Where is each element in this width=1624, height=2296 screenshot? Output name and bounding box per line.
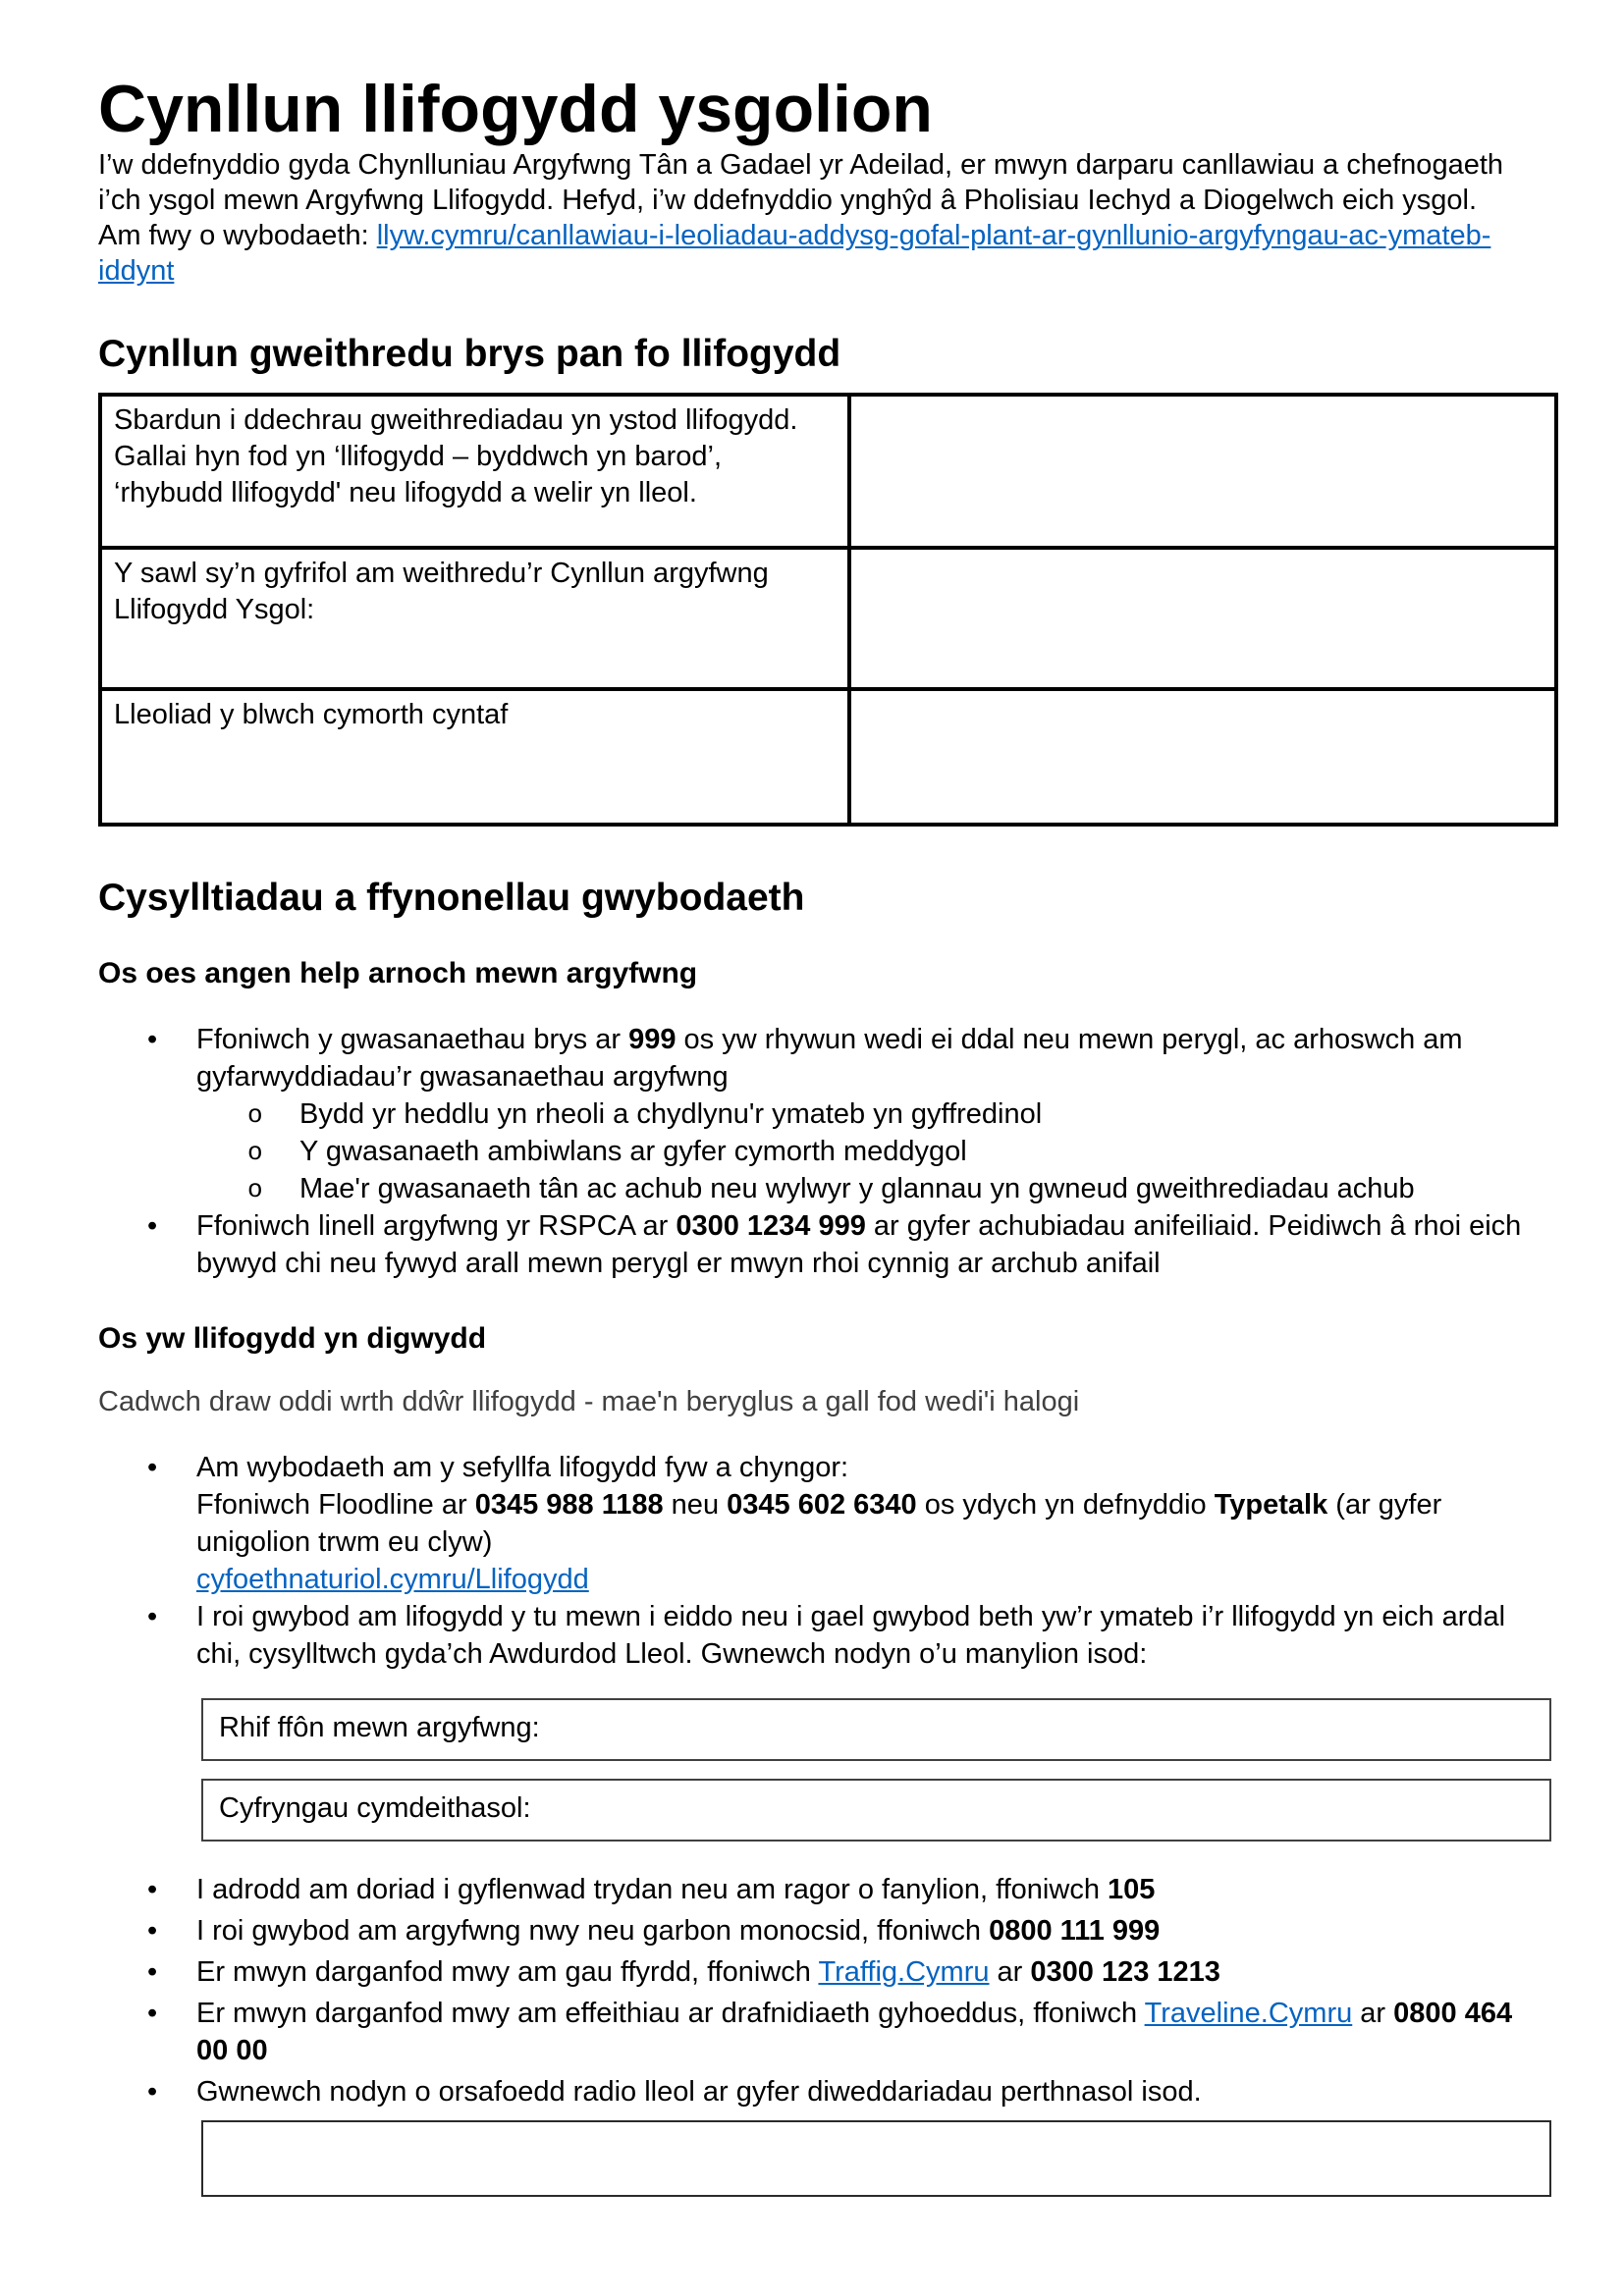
phone-number-999: 999 <box>628 1024 677 1056</box>
item-text: ar <box>1352 1998 1394 2030</box>
emergency-phone-field[interactable] <box>201 1698 1551 1761</box>
item-text: Er mwyn darganfod mwy am gau ffyrdd, ffoniwch <box>196 1956 819 1989</box>
phone-number-105: 105 <box>1108 1874 1156 1906</box>
list-item-public-transport <box>98 1995 1545 2069</box>
flood-warning-text: Cadwch draw oddi wrth ddŵr llifogydd - mae'n beryglus a gall fod wedi'i halogi <box>98 1386 1080 1418</box>
subheading-emergency-help: Os oes angen help arnoch mewn argyfwng <box>98 957 698 990</box>
first-aid-row-label: Lleoliad y blwch cymorth cyntaf <box>100 689 849 825</box>
table-row-responsible <box>100 548 1556 689</box>
item-text: Ffoniwch y gwasanaethau brys ar <box>196 1024 629 1056</box>
list-item-road-closures <box>98 1953 1545 1991</box>
traveline-cymru-link[interactable]: Traveline.Cymru <box>1144 1998 1353 2030</box>
flood-info-list <box>98 1449 1545 1673</box>
emergency-help-list <box>98 1021 1545 1282</box>
trigger-row-value-cell[interactable] <box>849 395 1556 548</box>
item-text: ar <box>989 1956 1031 1989</box>
guidance-link[interactable]: llyw.cymru/canllawiau-i-leoliadau-addysg-gofal-plant-ar-gynllunio-argyfyngau-ac-ymateb-iddynt <box>98 220 1491 288</box>
phone-number-rspca: 0300 1234 999 <box>676 1210 866 1243</box>
list-item-floodline <box>98 1449 1545 1598</box>
emergency-phone-label: Rhif ffôn mewn argyfwng: <box>219 1712 540 1744</box>
sub-item-fire-rescue: o Mae'r gwasanaeth tân ac achub neu wylwyr y glannau yn gwneud gweithrediadau achub <box>196 1170 1545 1207</box>
social-media-label: Cyfryngau cymdeithasol: <box>219 1792 531 1825</box>
phone-number-gas: 0800 111 999 <box>989 1915 1161 1948</box>
subheading-if-flood-happens: Os yw llifogydd yn digwydd <box>98 1322 487 1356</box>
emergency-services-sublist <box>196 1095 1545 1207</box>
radio-stations-field[interactable] <box>201 2120 1551 2197</box>
phone-number-traveline: 0800 464 00 00 <box>196 1998 1513 2067</box>
item-text: ar gyfer achubiadau anifeiliaid. Peidiwch â rhoi eich bywyd chi neu fywyd arall mewn perygl er mwyn rhoi cynnig ar archub anifail <box>196 1210 1522 1280</box>
intro-paragraph: I’w ddefnyddio gyda Chynlluniau Argyfwng Tân a Gadael yr Adeilad, er mwyn darparu canllawiau a chefnogaeth i’ch ysgol mewn Argyfwng Llifogydd. Hefyd, i’w ddefnyddio ynghŷd â Pholisiau Iechyd a Diogelwch eich ysgol. <box>98 149 1504 217</box>
item-text: (ar gyfer unigolion trwm eu clyw) <box>196 1489 1442 1559</box>
table-row-first-aid <box>100 689 1556 825</box>
item-text: I roi gwybod am argyfwng nwy neu garbon monocsid, ffoniwch <box>196 1915 990 1948</box>
sub-item-police: o Bydd yr heddlu yn rheoli a chydlynu'r ymateb yn gyffredinol <box>196 1095 1545 1133</box>
item-text: os ydych yn defnyddio <box>916 1489 1215 1522</box>
more-info-label: Am fwy o wybodaeth: <box>98 220 377 252</box>
utility-contacts-list <box>98 1871 1545 2110</box>
page-title: Cynllun llifogydd ysgolion <box>98 72 933 146</box>
list-item-gas-emergency <box>98 1912 1545 1949</box>
traffic-wales-link[interactable]: Traffig.Cymru <box>818 1956 990 1989</box>
item-text: I adrodd am doriad i gyflenwad trydan neu am ragor o fanylion, ffoniwch <box>196 1874 1108 1906</box>
list-item-power-cut <box>98 1871 1545 1908</box>
section-heading-contacts: Cysylltiadau a ffynonellau gwybodaeth <box>98 877 805 920</box>
typetalk-label: Typetalk <box>1214 1489 1328 1522</box>
table-row-trigger <box>100 395 1556 548</box>
action-plan-table <box>98 393 1558 827</box>
item-text: Er mwyn darganfod mwy am effeithiau ar drafnidiaeth gyhoeddus, ffoniwch <box>196 1998 1145 2030</box>
item-text: os yw rhywun wedi ei ddal neu mewn perygl, ac arhoswch am gyfarwyddiadau’r gwasanaethau argyfwng <box>196 1024 1463 1094</box>
item-text: Ffoniwch Floodline ar <box>196 1489 475 1522</box>
responsible-row-label: Y sawl sy’n gyfrifol am weithredu’r Cynllun argyfwng Llifogydd Ysgol: <box>100 548 849 689</box>
list-item-local-authority: • I roi gwybod am lifogydd y tu mewn i eiddo neu i gael gwybod beth yw’r ymateb i’r llifogydd yn eich ardal chi, cysylltwch gyda’ch Awdurdod Lleol. Gwnewch nodyn o’u manylion isod: <box>98 1598 1545 1673</box>
list-item-radio-stations: • Gwnewch nodyn o orsafoedd radio lleol ar gyfer diweddariadau perthnasol isod. <box>98 2073 1545 2110</box>
natural-resources-wales-link[interactable]: cyfoethnaturiol.cymru/Llifogydd <box>196 1564 589 1596</box>
phone-number-typetalk: 0345 602 6340 <box>727 1489 917 1522</box>
social-media-field[interactable] <box>201 1779 1551 1842</box>
list-item-rspca <box>98 1207 1545 1282</box>
first-aid-row-value-cell[interactable] <box>849 689 1556 825</box>
phone-number-floodline: 0345 988 1188 <box>474 1489 664 1522</box>
section-heading-action-plan: Cynllun gweithredu brys pan fo llifogydd <box>98 333 841 376</box>
more-info-paragraph <box>98 218 1545 289</box>
item-text: Ffoniwch linell argyfwng yr RSPCA ar <box>196 1210 677 1243</box>
item-text: neu <box>663 1489 728 1522</box>
trigger-row-label: Sbardun i ddechrau gweithrediadau yn ystod llifogydd. Gallai hyn fod yn ‘llifogydd – byddwch yn barod’, ‘rhybudd llifogydd' neu lifogydd a welir yn lleol. <box>100 395 849 548</box>
item-text: Am wybodaeth am y sefyllfa lifogydd fyw a chyngor: <box>196 1452 849 1484</box>
sub-item-ambulance: o Y gwasanaeth ambiwlans ar gyfer cymorth meddygol <box>196 1133 1545 1170</box>
phone-number-traffic: 0300 123 1213 <box>1030 1956 1220 1989</box>
responsible-row-value-cell[interactable] <box>849 548 1556 689</box>
list-item-999 <box>98 1021 1545 1207</box>
